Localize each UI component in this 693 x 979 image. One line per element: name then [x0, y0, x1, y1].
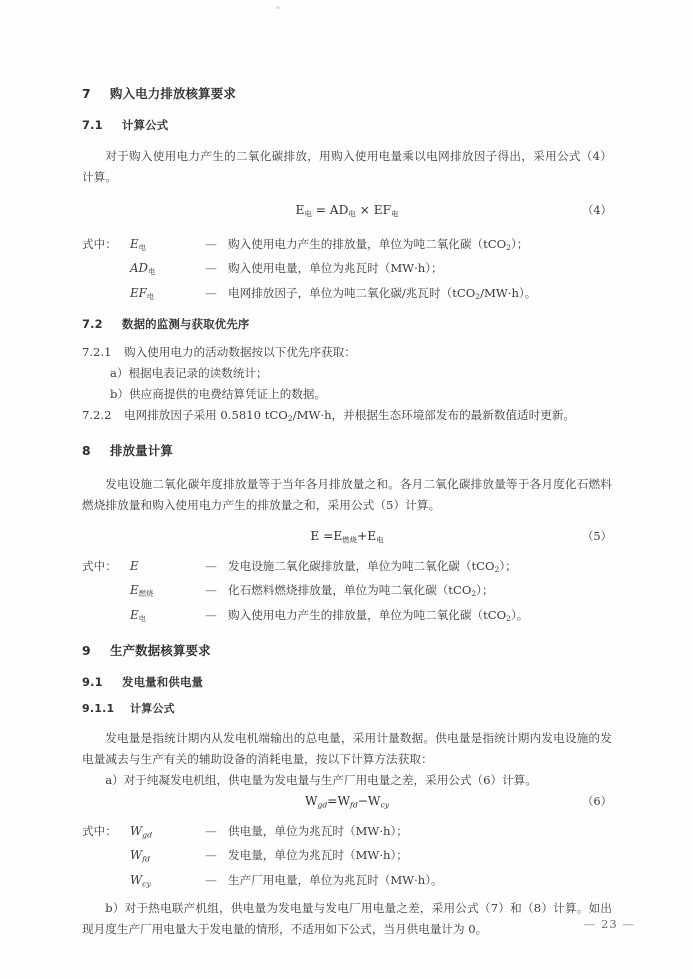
where-dash: — — [205, 583, 217, 598]
formula-5-number: （5） — [581, 528, 612, 543]
formula-4-number: （4） — [581, 202, 612, 217]
formula-4-term1-sub: 电 — [348, 209, 356, 219]
formula-5-term2: E — [367, 528, 377, 543]
paragraph-8: 发电设施二氧化碳年度排放量等于当年各月排放量之和。各月二氧化碳排放量等于各月度化石燃料燃烧排放量和购入使用电力产生的排放量之和，采用公式（5）计算。 — [82, 476, 612, 512]
where-symbol-base: W — [130, 872, 143, 887]
where-def-pre: 电网排放因子，单位为吨二氧化碳/兆瓦时（tCO — [228, 285, 476, 300]
where-symbol-base: EF — [130, 285, 147, 300]
section-heading-7-1 — [82, 120, 612, 131]
where-symbol — [130, 845, 194, 869]
clause-7-2-1-number: 7.2.1 — [82, 345, 112, 360]
where-definition — [228, 234, 612, 258]
where-symbol-sub: 电 — [138, 243, 147, 253]
formula-6-row — [82, 791, 612, 815]
where-row — [82, 258, 612, 282]
clause-7-2-2-post: /MW·h，并根据生态环境部发布的最新数值适时更新。 — [292, 408, 576, 423]
formula-6-term2-sub: cy — [380, 799, 389, 809]
where-symbol-sub: 电 — [147, 267, 156, 277]
formula-6-term1: W — [337, 793, 351, 808]
formula-4-row — [82, 200, 612, 224]
where-def-pre: 购入使用电力产生的排放量，单位为吨二氧化碳（tCO — [228, 237, 507, 252]
where-def-post: ）； — [476, 583, 494, 598]
formula-5-plus: + — [357, 528, 368, 543]
section-7-1-number: 7.1 — [82, 118, 103, 133]
section-9-1-number: 9.1 — [82, 675, 103, 690]
where-symbol-base: W — [130, 848, 143, 863]
where-def-post: ）； — [510, 237, 529, 252]
where-dash: — — [205, 823, 217, 838]
where-def-pre: 购入使用电量，单位为兆瓦时（MW·h）； — [228, 261, 443, 276]
where-row — [82, 234, 612, 258]
where-row — [82, 605, 612, 629]
formula-6-term2: W — [367, 793, 381, 808]
where-def-pre: 发电设施二氧化碳排放量，单位为吨二氧化碳（tCO — [228, 559, 495, 574]
where-symbol-base: E — [130, 237, 139, 252]
where-def-pre: 购入使用电力产生的排放量，单位为吨二氧化碳（tCO — [228, 607, 507, 622]
formula-6 — [305, 794, 389, 808]
where-definition — [228, 605, 612, 629]
formula-4-lhs: E — [295, 202, 305, 217]
where-row — [82, 283, 612, 307]
page-number: 23 — [600, 917, 618, 931]
section-9-1-1-title: 计算公式 — [130, 701, 175, 715]
footer-dash-left: — — [583, 917, 597, 931]
where-block-5 — [82, 556, 612, 629]
where-def-post: /MW·h）。 — [480, 285, 537, 300]
where-row — [82, 870, 612, 894]
where-symbol — [130, 234, 194, 258]
formula-5-row — [82, 526, 612, 550]
where-definition: 生产厂用电量，单位为兆瓦时（MW·h）。 — [228, 872, 443, 887]
section-9-1-title: 发电量和供电量 — [122, 675, 204, 690]
list-item-b-911: b）对于热电联产机组，供电量为发电量与发电厂用电量之差，采用公式（7）和（8）计算。如出现月度生产厂用电量大于发电量的情形，不适用如下公式，当月供电量计为 0。 — [82, 900, 612, 936]
where-symbol-sub: 燃烧 — [138, 589, 154, 599]
where-label-5: 式中： — [82, 559, 117, 574]
section-heading-9 — [82, 642, 612, 658]
where-dash: — — [205, 872, 217, 887]
list-item-b-721: b）供应商提供的电费结算凭证上的数据。 — [110, 387, 327, 402]
section-heading-9-1 — [82, 677, 612, 688]
where-definition — [228, 283, 612, 307]
where-definition — [228, 556, 612, 580]
where-def-sub: 2 — [494, 565, 500, 575]
section-8-title: 排放量计算 — [110, 443, 173, 459]
where-symbol — [130, 283, 194, 307]
section-7-title: 购入电力排放核算要求 — [110, 86, 236, 101]
where-symbol — [130, 605, 194, 629]
formula-5-equals: = — [323, 528, 334, 543]
formula-6-term1-sub: fd — [350, 799, 358, 809]
where-label-4: 式中： — [82, 237, 117, 252]
formula-6-minus: − — [357, 793, 368, 808]
where-symbol — [130, 556, 194, 580]
formula-6-lhs: W — [305, 793, 318, 808]
where-symbol-sub: fd — [142, 854, 151, 864]
formula-4-term1: AD — [329, 202, 349, 217]
where-def-sub: 2 — [506, 613, 511, 623]
where-symbol-base: E — [130, 559, 139, 574]
section-9-1-1-number: 9.1.1 — [82, 701, 115, 715]
section-heading-9-1-1 — [82, 703, 612, 714]
clause-7-2-2 — [82, 405, 612, 429]
where-block-6 — [82, 821, 612, 894]
where-symbol-base: E — [130, 607, 139, 622]
where-row — [82, 556, 612, 580]
where-definition: 供电量，单位为兆瓦时（MW·h）； — [228, 823, 408, 838]
where-row — [82, 580, 612, 604]
page-footer — [584, 917, 635, 931]
formula-6-equals: = — [327, 793, 338, 808]
section-9-title: 生产数据核算要求 — [110, 642, 211, 658]
where-symbol-base: AD — [130, 261, 148, 276]
page-content — [82, 88, 612, 940]
where-symbol — [130, 258, 194, 282]
formula-5-lhs: E — [310, 528, 320, 543]
where-dash: — — [205, 261, 217, 276]
formula-4-term2-sub: 电 — [391, 209, 399, 219]
where-dash: — — [205, 237, 217, 252]
scan-artifact — [276, 6, 280, 9]
section-7-2-number: 7.2 — [82, 316, 103, 331]
section-7-number: 7 — [82, 86, 91, 101]
where-definition: 发电量，单位为兆瓦时（MW·h）； — [228, 848, 408, 863]
clause-7-2-2-number: 7.2.2 — [82, 408, 112, 423]
where-dash: — — [205, 848, 217, 863]
where-symbol-base: E — [130, 583, 139, 598]
where-row — [82, 845, 612, 869]
formula-4-lhs-sub: 电 — [304, 209, 312, 219]
clause-7-2-1 — [82, 342, 612, 363]
where-def-pre: 化石燃料燃烧排放量，单位为吨二氧化碳（tCO — [228, 583, 472, 598]
where-dash: — — [205, 607, 217, 622]
formula-5 — [310, 529, 383, 543]
clause-7-2-2-sub: 2 — [287, 414, 293, 424]
section-heading-8 — [82, 445, 612, 457]
section-9-number: 9 — [82, 642, 91, 658]
where-definition — [228, 258, 612, 279]
list-item-a-911: a）对于纯凝发电机组，供电量为发电量与生产厂用电量之差，采用公式（6）计算。 — [105, 772, 537, 787]
where-def-sub: 2 — [506, 243, 511, 253]
where-symbol-sub: 电 — [146, 291, 155, 301]
where-symbol — [130, 821, 194, 845]
formula-5-term1: E — [333, 528, 343, 543]
where-symbol-sub: cy — [142, 878, 151, 888]
where-symbol — [130, 580, 194, 604]
where-block-4 — [82, 234, 612, 307]
section-7-2-title: 数据的监测与获取优先序 — [122, 316, 250, 331]
where-row — [82, 821, 612, 845]
formula-5-term2-sub: 电 — [376, 535, 384, 545]
where-symbol-sub: 电 — [138, 613, 147, 623]
footer-dash-right: — — [622, 917, 635, 931]
paragraph-7-1: 对于购入使用电力产生的二氧化碳排放，用购入使用电量乘以电网排放因子得出，采用公式（4）计算。 — [82, 148, 612, 184]
where-symbol-base: W — [130, 823, 143, 838]
section-7-1-title: 计算公式 — [122, 118, 169, 133]
formula-4 — [296, 203, 399, 217]
clause-7-2-1-text: 购入使用电力的活动数据按以下优先序获取： — [124, 345, 356, 360]
where-label-6: 式中： — [82, 823, 117, 838]
section-heading-7-2 — [82, 316, 612, 331]
clause-7-2-2-pre: 电网排放因子采用 0.5810 tCO — [124, 408, 288, 423]
where-definition — [228, 580, 612, 604]
formula-4-equals: = — [315, 202, 326, 217]
list-item-a-721: a）根据电表记录的读数统计； — [110, 366, 268, 381]
formula-4-term2: EF — [373, 202, 392, 217]
where-dash: — — [205, 285, 217, 300]
section-heading-7 — [82, 88, 612, 100]
where-def-post: ）； — [499, 559, 517, 574]
where-symbol-sub: gd — [142, 830, 153, 840]
formula-6-number: （6） — [581, 793, 612, 808]
paragraph-9-1-1: 发电量是指统计期内从发电机端输出的总电量，采用计量数据。供电量是指统计期内发电设施的发电量减去与生产有关的辅助设备的消耗电量，按以下计算方法获取： — [82, 730, 612, 766]
formula-6-lhs-sub: gd — [317, 799, 328, 809]
where-def-sub: 2 — [475, 291, 481, 301]
section-8-number: 8 — [82, 443, 91, 459]
where-dash: — — [205, 559, 217, 574]
where-def-sub: 2 — [471, 589, 477, 599]
formula-5-term1-sub: 燃烧 — [342, 535, 358, 545]
where-def-post: ）。 — [510, 607, 529, 622]
formula-4-multiply: × — [359, 202, 370, 217]
where-symbol — [130, 870, 194, 894]
